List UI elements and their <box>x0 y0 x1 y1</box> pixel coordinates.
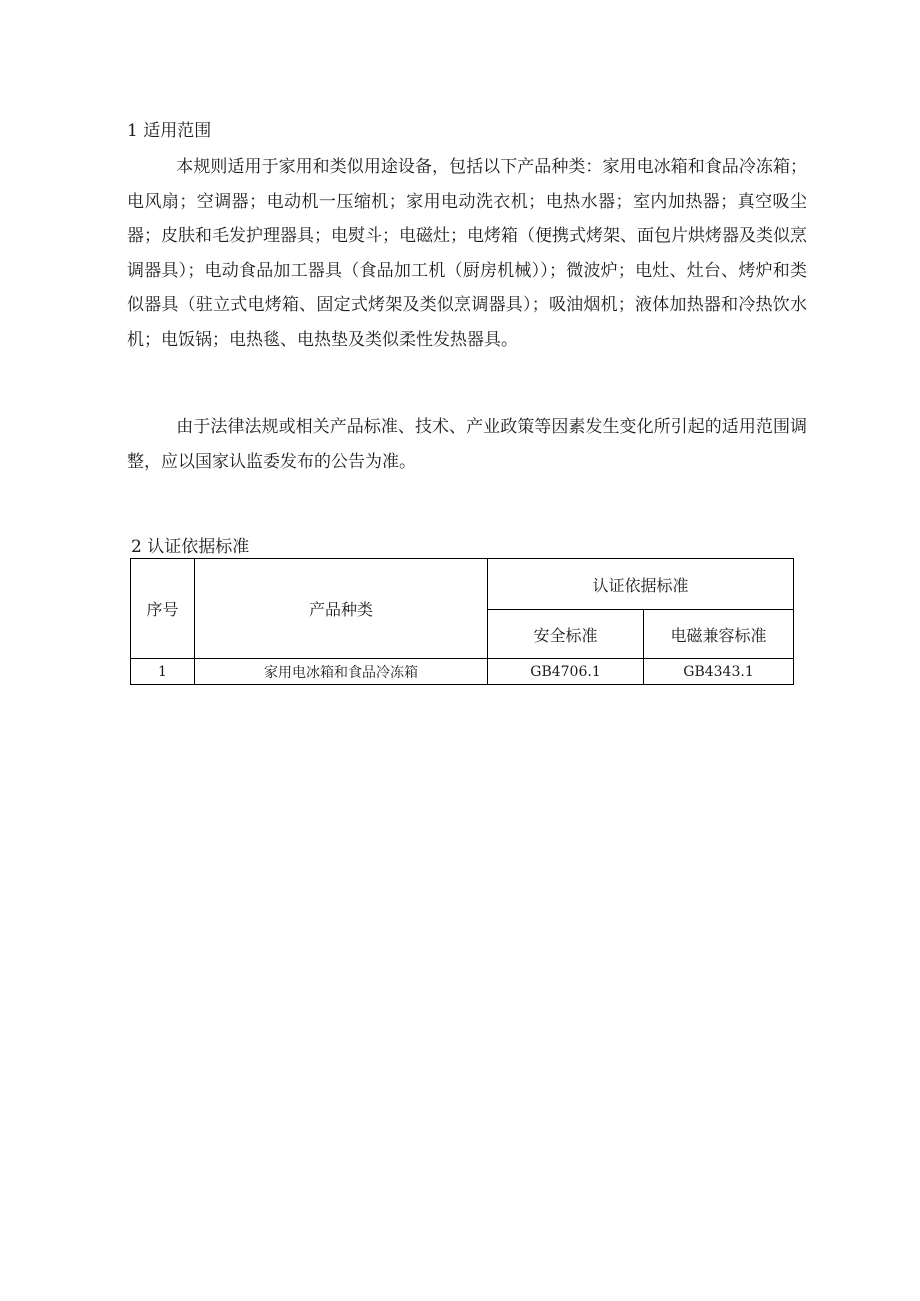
header-standards-group: 认证依据标准 <box>488 559 794 610</box>
header-emc: 电磁兼容标准 <box>644 610 794 659</box>
section-1-paragraph-scope: 本规则适用于家用和类似用途设备，包括以下产品种类：家用电冰箱和食品冷冻箱；电风扇；空调器；电动机一压缩机；家用电动洗衣机；电热水器；室内加热器；真空吸尘器；皮肤和毛发护理器具；电熨斗；电磁灶；电烤箱（便携式烤架、面包片烘烤器及类似烹调器具）；电动食品加工器具（食品加工机（厨房机械））；微波炉；电灶、灶台、烤炉和类似器具（驻立式电烤箱、固定式烤架及类似烹调器具）；吸油烟机；液体加热器和冷热饮水机；电饭锅；电热毯、电热垫及类似柔性发热器具。 <box>127 157 807 350</box>
table-header-row <box>131 559 794 610</box>
header-safety: 安全标准 <box>488 610 644 659</box>
section-1-paragraph-adjustment: 由于法律法规或相关产品标准、技术、产业政策等因素发生变化所引起的适用范围调整，应以国家认监委发布的公告为准。 <box>127 417 807 472</box>
cell-safety: GB4706.1 <box>488 659 644 685</box>
cell-seq: 1 <box>131 659 195 685</box>
cell-category: 家用电冰箱和食品冷冻箱 <box>195 659 488 685</box>
section-2-heading: 2 认证依据标准 <box>131 537 250 557</box>
standards-table <box>130 558 794 685</box>
header-category: 产品种类 <box>195 559 488 659</box>
section-1-heading: 1 适用范围 <box>127 121 212 141</box>
cell-emc: GB4343.1 <box>644 659 794 685</box>
header-seq: 序号 <box>131 559 195 659</box>
table-row <box>131 659 794 685</box>
